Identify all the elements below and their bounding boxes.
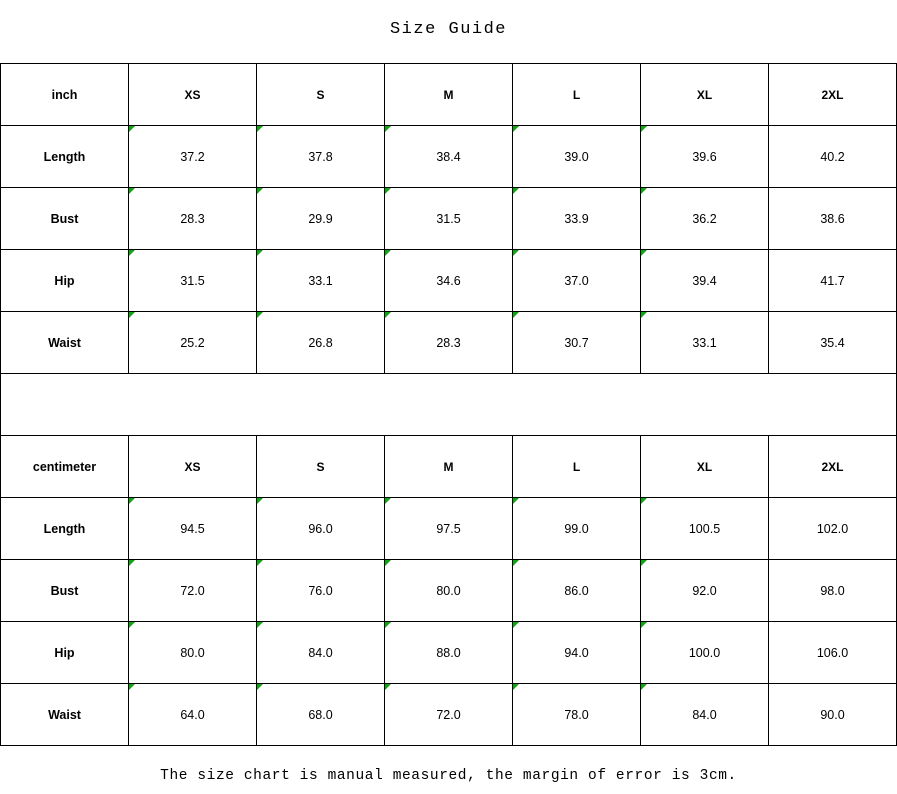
column-header-cm-xl: XL — [641, 436, 769, 498]
column-header-l: L — [513, 64, 641, 126]
cell-cm-waist-2xl: 90.0 — [769, 684, 897, 746]
row-label-bust: Bust — [1, 188, 129, 250]
cell-cm-waist-m: 72.0 — [385, 684, 513, 746]
cell-cm-length-xs: 94.5 — [129, 498, 257, 560]
cell-waist-xs: 25.2 — [129, 312, 257, 374]
cell-hip-xs: 31.5 — [129, 250, 257, 312]
table-row — [1, 250, 897, 312]
unit-label-inch: inch — [1, 64, 129, 126]
cell-waist-2xl: 35.4 — [769, 312, 897, 374]
table-row — [1, 498, 897, 560]
cell-bust-l: 33.9 — [513, 188, 641, 250]
cell-cm-length-xl: 100.5 — [641, 498, 769, 560]
table-header-row — [1, 64, 897, 126]
cell-hip-l: 37.0 — [513, 250, 641, 312]
cell-hip-s: 33.1 — [257, 250, 385, 312]
table-row — [1, 622, 897, 684]
cell-waist-l: 30.7 — [513, 312, 641, 374]
row-label-length: Length — [1, 126, 129, 188]
cell-hip-m: 34.6 — [385, 250, 513, 312]
row-label-cm-hip: Hip — [1, 622, 129, 684]
cell-cm-length-l: 99.0 — [513, 498, 641, 560]
cell-length-2xl: 40.2 — [769, 126, 897, 188]
table-row — [1, 126, 897, 188]
column-header-s: S — [257, 64, 385, 126]
cell-bust-s: 29.9 — [257, 188, 385, 250]
column-header-cm-m: M — [385, 436, 513, 498]
inch-size-table — [0, 63, 897, 746]
cell-cm-hip-xl: 100.0 — [641, 622, 769, 684]
cell-cm-hip-l: 94.0 — [513, 622, 641, 684]
cell-length-xs: 37.2 — [129, 126, 257, 188]
cell-bust-m: 31.5 — [385, 188, 513, 250]
column-header-cm-xs: XS — [129, 436, 257, 498]
column-header-cm-l: L — [513, 436, 641, 498]
cell-waist-m: 28.3 — [385, 312, 513, 374]
cell-cm-length-2xl: 102.0 — [769, 498, 897, 560]
cell-cm-length-m: 97.5 — [385, 498, 513, 560]
row-label-cm-length: Length — [1, 498, 129, 560]
cell-bust-xs: 28.3 — [129, 188, 257, 250]
cell-cm-bust-2xl: 98.0 — [769, 560, 897, 622]
table-header-row — [1, 436, 897, 498]
cell-cm-waist-s: 68.0 — [257, 684, 385, 746]
measurement-disclaimer: The size chart is manual measured, the margin of error is 3cm. — [160, 768, 737, 784]
table-spacer-row — [1, 374, 897, 436]
table-row — [1, 684, 897, 746]
column-header-xs: XS — [129, 64, 257, 126]
cell-bust-xl: 36.2 — [641, 188, 769, 250]
cell-cm-waist-l: 78.0 — [513, 684, 641, 746]
cell-cm-waist-xs: 64.0 — [129, 684, 257, 746]
row-label-waist: Waist — [1, 312, 129, 374]
cell-length-xl: 39.6 — [641, 126, 769, 188]
cell-cm-waist-xl: 84.0 — [641, 684, 769, 746]
cell-cm-bust-m: 80.0 — [385, 560, 513, 622]
cell-cm-hip-s: 84.0 — [257, 622, 385, 684]
cell-cm-hip-2xl: 106.0 — [769, 622, 897, 684]
spacer-cell — [1, 374, 897, 436]
cell-hip-xl: 39.4 — [641, 250, 769, 312]
row-label-cm-bust: Bust — [1, 560, 129, 622]
cell-cm-bust-xs: 72.0 — [129, 560, 257, 622]
page-title: Size Guide — [389, 20, 508, 39]
column-header-cm-2xl: 2XL — [769, 436, 897, 498]
cell-bust-2xl: 38.6 — [769, 188, 897, 250]
table-row — [1, 312, 897, 374]
row-label-cm-waist: Waist — [1, 684, 129, 746]
cell-cm-bust-s: 76.0 — [257, 560, 385, 622]
table-row — [1, 188, 897, 250]
cell-cm-bust-l: 86.0 — [513, 560, 641, 622]
inch-table-wrapper — [0, 63, 897, 746]
cell-length-m: 38.4 — [385, 126, 513, 188]
cell-cm-hip-xs: 80.0 — [129, 622, 257, 684]
cell-hip-2xl: 41.7 — [769, 250, 897, 312]
table-row — [1, 560, 897, 622]
cell-waist-s: 26.8 — [257, 312, 385, 374]
cell-length-l: 39.0 — [513, 126, 641, 188]
cell-cm-hip-m: 88.0 — [385, 622, 513, 684]
cell-cm-bust-xl: 92.0 — [641, 560, 769, 622]
cell-cm-length-s: 96.0 — [257, 498, 385, 560]
row-label-hip: Hip — [1, 250, 129, 312]
column-header-cm-s: S — [257, 436, 385, 498]
column-header-xl: XL — [641, 64, 769, 126]
column-header-2xl: 2XL — [769, 64, 897, 126]
cell-length-s: 37.8 — [257, 126, 385, 188]
cell-waist-xl: 33.1 — [641, 312, 769, 374]
column-header-m: M — [385, 64, 513, 126]
unit-label-centimeter: centimeter — [1, 436, 129, 498]
